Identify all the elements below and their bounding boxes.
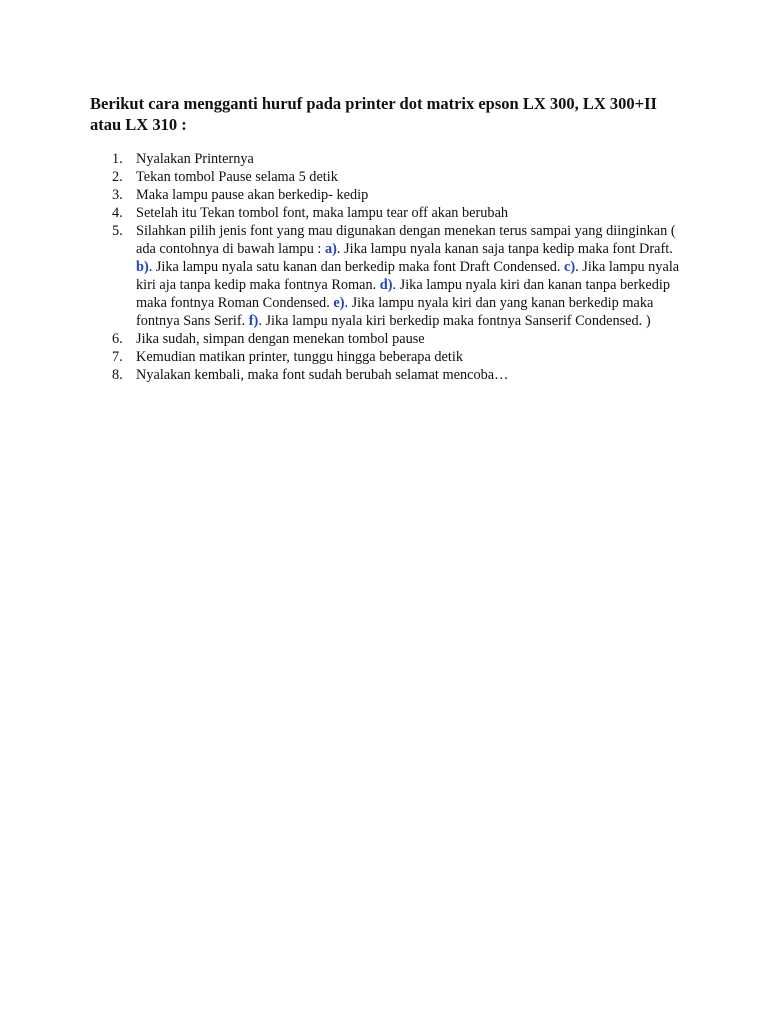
list-number: 7.	[112, 349, 123, 365]
list-text: Setelah itu Tekan tombol font, maka lampu tear off akan berubah	[136, 205, 509, 221]
list-number: 1.	[112, 151, 123, 167]
list-text: Nyalakan Printernya	[136, 151, 254, 167]
list-number: 2.	[112, 169, 123, 185]
document-title: Berikut cara mengganti huruf pada printer dot matrix epson LX 300, LX 300+II atau LX 310 :	[90, 94, 657, 134]
list-item	[90, 150, 690, 168]
option-text-c: . Jika lampu nyala kiri aja tanpa kedip maka fontnya Roman.	[136, 259, 680, 293]
step-intro: Silahkan pilih jenis font yang mau digunakan dengan menekan terus sampai yang diinginkan ( ada contohnya di bawah lampu :	[136, 223, 676, 257]
list-text: Maka lampu pause akan berkedip- kedip	[136, 187, 369, 203]
list-item	[90, 222, 690, 330]
list-item	[90, 204, 690, 222]
list-number: 4.	[112, 205, 123, 221]
option-text-f: . Jika lampu nyala kiri berkedip maka fontnya Sanserif Condensed. )	[258, 313, 651, 329]
option-marker-f: f)	[248, 313, 259, 329]
steps-list	[90, 150, 690, 384]
list-text: Tekan tombol Pause selama 5 detik	[136, 169, 338, 185]
list-item	[90, 186, 690, 204]
option-marker-e: e)	[333, 295, 345, 311]
list-number: 5.	[112, 223, 123, 239]
list-item	[90, 168, 690, 186]
list-text	[136, 223, 679, 329]
option-text-a: . Jika lampu nyala kanan saja tanpa kedip maka font Draft.	[336, 241, 673, 257]
list-number: 3.	[112, 187, 123, 203]
option-text-e: . Jika lampu nyala kiri dan yang kanan berkedip maka fontnya Sans Serif.	[136, 295, 654, 329]
option-marker-c: c)	[564, 259, 576, 275]
list-text: Jika sudah, simpan dengan menekan tombol pause	[136, 331, 425, 347]
list-item	[90, 330, 690, 348]
list-number: 6.	[112, 331, 123, 347]
option-text-d: . Jika lampu nyala kiri dan kanan tanpa berkedip maka fontnya Roman Condensed.	[136, 277, 671, 311]
option-text-b: . Jika lampu nyala satu kanan dan berkedip maka font Draft Condensed.	[148, 259, 561, 275]
list-text: Nyalakan kembali, maka font sudah berubah selamat mencoba…	[136, 367, 509, 383]
option-marker-d: d)	[379, 277, 393, 293]
option-marker-a: a)	[324, 241, 337, 257]
list-item	[90, 348, 690, 366]
list-item	[90, 366, 690, 384]
list-number: 8.	[112, 367, 123, 383]
list-text: Kemudian matikan printer, tunggu hingga beberapa detik	[136, 349, 463, 365]
option-marker-b: b)	[136, 259, 149, 275]
